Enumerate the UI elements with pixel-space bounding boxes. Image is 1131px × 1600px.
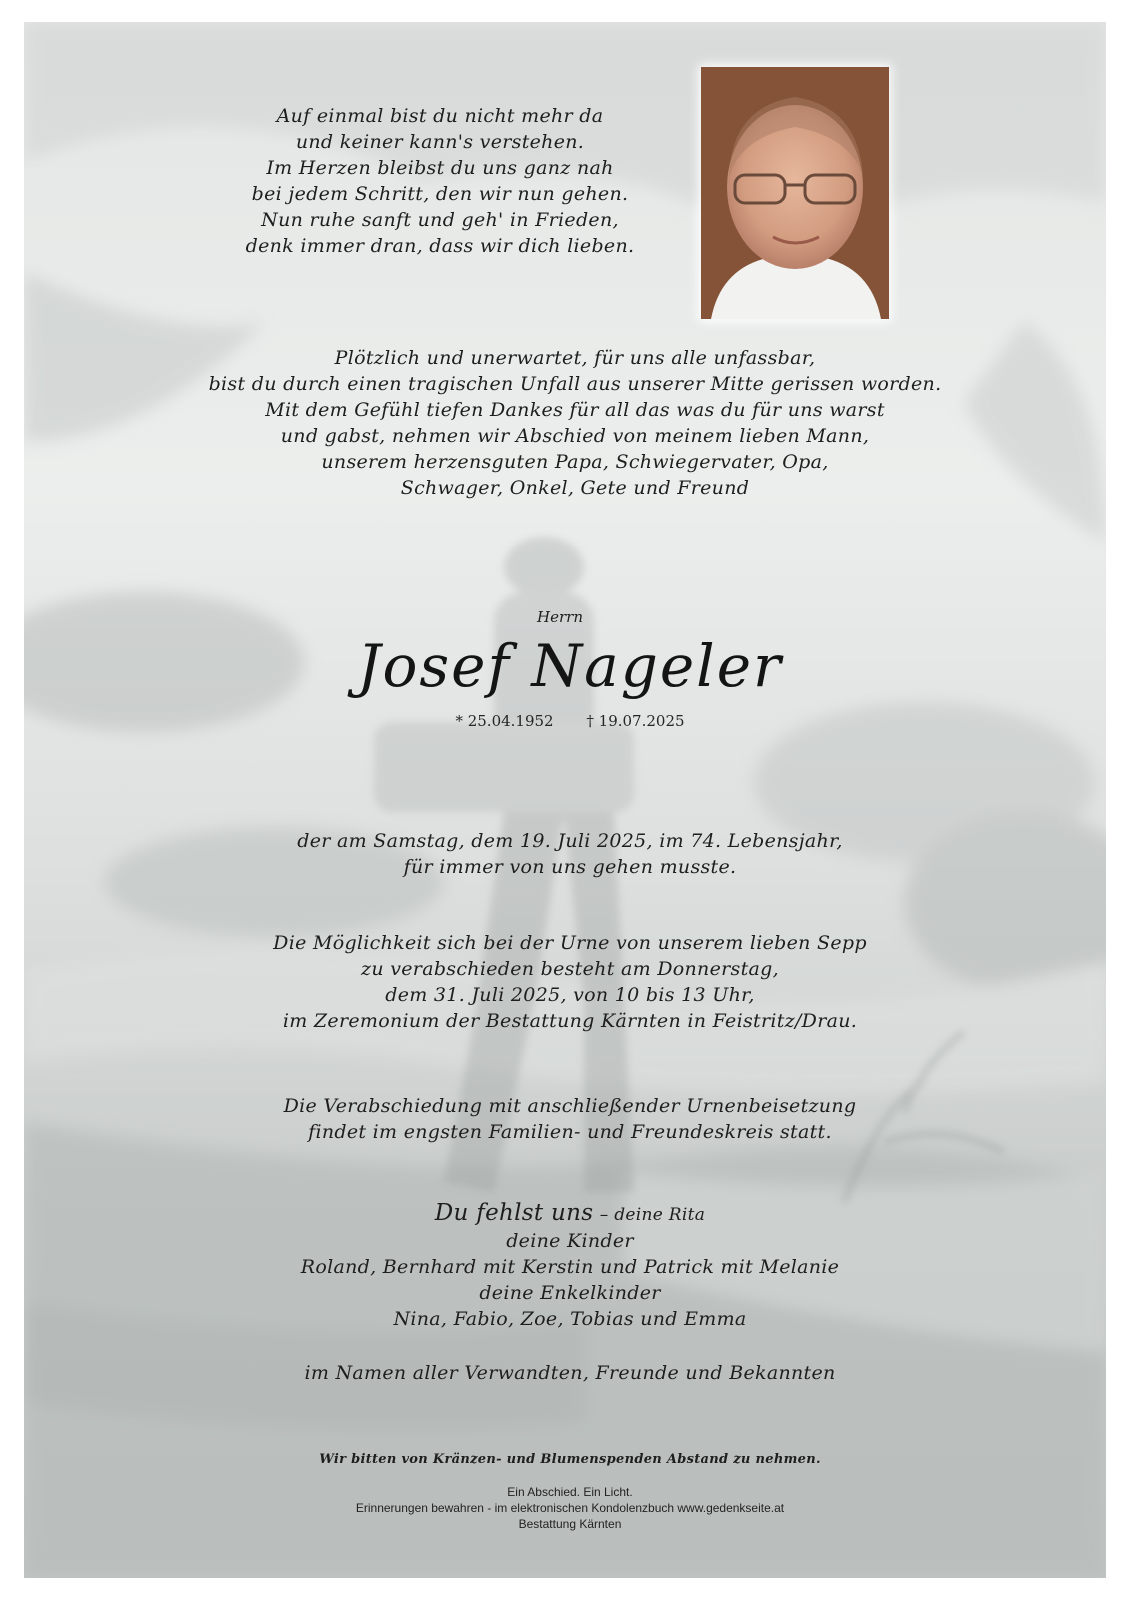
portrait-photo [701, 67, 889, 319]
life-dates [360, 712, 780, 730]
footer-condolence-link: Erinnerungen bewahren - im elektronischen Kondolenzbuch www.gedenkseite.at [355, 1501, 785, 1515]
farewell-info [180, 930, 960, 1034]
intro-line: Schwager, Onkel, Gete und Freund [400, 477, 750, 499]
intro-line: Plötzlich und unerwartet, für uns alle unfassbar, [334, 347, 816, 369]
portrait-image [701, 67, 889, 319]
death-date: † 19.07.2025 [586, 712, 685, 730]
grandchildren-names: Nina, Fabio, Zoe, Tobias und Emma [393, 1308, 747, 1330]
intro-line: bist du durch einen tragischen Unfall aus unserer Mitte gerissen worden. [208, 373, 942, 395]
poem [200, 103, 680, 259]
farewell-line: dem 31. Juli 2025, von 10 bis 13 Uhr, [385, 984, 755, 1006]
grandchildren-label: deine Enkelkinder [479, 1282, 661, 1304]
poem-line: Nun ruhe sanft und geh' in Frieden, [261, 209, 619, 231]
family-mourners [180, 1200, 960, 1332]
relatives-line: im Namen aller Verwandten, Freunde und Bekannten [304, 1362, 836, 1384]
salutation: Herrn [537, 608, 583, 626]
footer [160, 1484, 980, 1532]
wife-name: – deine Rita [599, 1205, 706, 1225]
relatives-line-block [180, 1360, 960, 1386]
farewell-line: Die Möglichkeit sich bei der Urne von unserem lieben Sepp [273, 932, 867, 954]
footer-slogan: Ein Abschied. Ein Licht. [507, 1485, 633, 1499]
urn-burial-info [180, 1093, 960, 1145]
farewell-line: zu verabschieden besteht am Donnerstag, [361, 958, 779, 980]
intro-line: und gabst, nehmen wir Abschied von meinem lieben Mann, [280, 425, 870, 447]
missing-you-text: Du fehlst uns [434, 1200, 594, 1226]
deceased-name: Josef Nageler [357, 632, 783, 700]
poem-line: und keiner kann's verstehen. [295, 131, 585, 153]
birth-date: * 25.04.1952 [455, 712, 554, 730]
flowers-note: Wir bitten von Kränzen- und Blumenspenden Abstand zu nehmen. [319, 1452, 821, 1467]
intro-text [140, 345, 1010, 501]
death-notice [180, 828, 960, 880]
footer-funeral-home: Bestattung Kärnten [518, 1517, 622, 1531]
urn-line: Die Verabschiedung mit anschließender Urnenbeisetzung [283, 1095, 857, 1117]
farewell-line: im Zeremonium der Bestattung Kärnten in Feistritz/Drau. [282, 1010, 858, 1032]
children-names: Roland, Bernhard mit Kerstin und Patrick mit Melanie [300, 1256, 840, 1278]
urn-line: findet im engsten Familien- und Freundeskreis statt. [308, 1121, 832, 1143]
intro-line: unserem herzensguten Papa, Schwiegervater, Opa, [321, 451, 829, 473]
poem-line: Auf einmal bist du nicht mehr da [276, 105, 604, 127]
flowers-note-block [180, 1451, 960, 1469]
death-notice-line: der am Samstag, dem 19. Juli 2025, im 74. Lebensjahr, [297, 830, 843, 852]
wife-line [180, 1200, 960, 1228]
poem-line: bei jedem Schritt, den wir nun gehen. [251, 183, 629, 205]
death-notice-line: für immer von uns gehen musste. [403, 856, 737, 878]
children-label: deine Kinder [506, 1230, 634, 1252]
poem-line: denk immer dran, dass wir dich lieben. [245, 235, 635, 257]
poem-line: Im Herzen bleibst du uns ganz nah [266, 157, 614, 179]
intro-line: Mit dem Gefühl tiefen Dankes für all das was du für uns warst [265, 399, 885, 421]
